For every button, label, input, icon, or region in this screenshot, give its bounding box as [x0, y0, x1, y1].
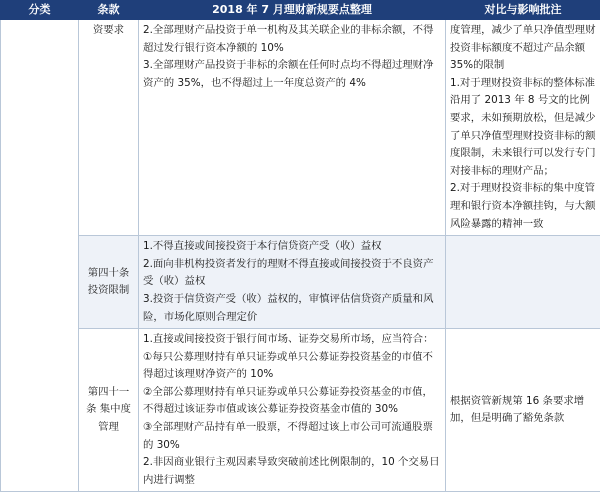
content-line: 2.面向非机构投资者发行的理财不得直接或间接投资于不良资产受（收）益权 [143, 256, 441, 291]
content-line: ②全部公募理财持有单只证券或单只公募证券投资基金的市值，不得超过该证券市值或该公募证券投资基金市值的 30% [143, 384, 441, 419]
comment-cell [446, 236, 600, 329]
content-line: 2.非因商业银行主观因素导致突破前述比例限制的，10 个交易日内进行调整 [143, 454, 441, 489]
table-row [1, 236, 600, 329]
header-clause: 条款 [79, 1, 139, 20]
clause-cell: 第四十条 投资限制 [79, 236, 139, 329]
content-cell [139, 20, 446, 236]
comment-line: 根据资管新规第 16 条要求增加，但是明确了豁免条款 [450, 393, 596, 428]
content-cell [139, 236, 446, 329]
clause-cell: 资要求 [79, 20, 139, 236]
comment-line: 1.对于理财投资非标的整体标准沿用了 2013 年 8 号文的比例要求，未如预期放松，但是减少了单只净值型理财投资非标的额度限制，未来银行可以发行专门对接非标的理财产品； [450, 75, 596, 181]
content-line: ③全部理财产品持有单一股票，不得超过该上市公司可流通股票的 30% [143, 419, 441, 454]
clause-cell: 第四十一条 集中度管理 [79, 329, 139, 492]
content-line: 2.全部理财产品投资于单一机构及其关联企业的非标余额，不得超过发行银行资本净额的 10% [143, 22, 441, 57]
content-cell [139, 329, 446, 492]
header-category: 分类 [1, 1, 79, 20]
content-line: 1.不得直接或间接投资于本行信贷资产受（收）益权 [143, 238, 441, 256]
table-header-row [1, 1, 600, 20]
table-row [1, 329, 600, 492]
comment-line: 度管理，减少了单只净值型理财投资非标额度不超过产品余额35%的限制 [450, 22, 596, 75]
category-cell [1, 20, 79, 492]
comment-cell [446, 20, 600, 236]
content-line: 3.全部理财产品投资于非标的余额在任何时点均不得超过理财净资产的 35%，也不得超过上一年度总资产的 4% [143, 57, 441, 92]
table-row [1, 20, 600, 236]
header-content: 2018 年 7 月理财新规要点整理 [139, 1, 446, 20]
content-line: 3.投资于信贷资产受（收）益权的，审慎评估信贷资产质量和风险，市场化原则合理定价 [143, 291, 441, 326]
content-line: 1.直接或间接投资于银行间市场、证券交易所市场，应当符合： [143, 331, 441, 349]
content-line: ①每只公募理财持有单只证券或单只公募证券投资基金的市值不得超过该理财净资产的 10% [143, 349, 441, 384]
header-comment: 对比与影响批注 [446, 1, 600, 20]
comment-line: 2.对于理财投资非标的集中度管理和银行资本净额挂钩，与大额风险暴露的精神一致 [450, 180, 596, 233]
comment-cell [446, 329, 600, 492]
